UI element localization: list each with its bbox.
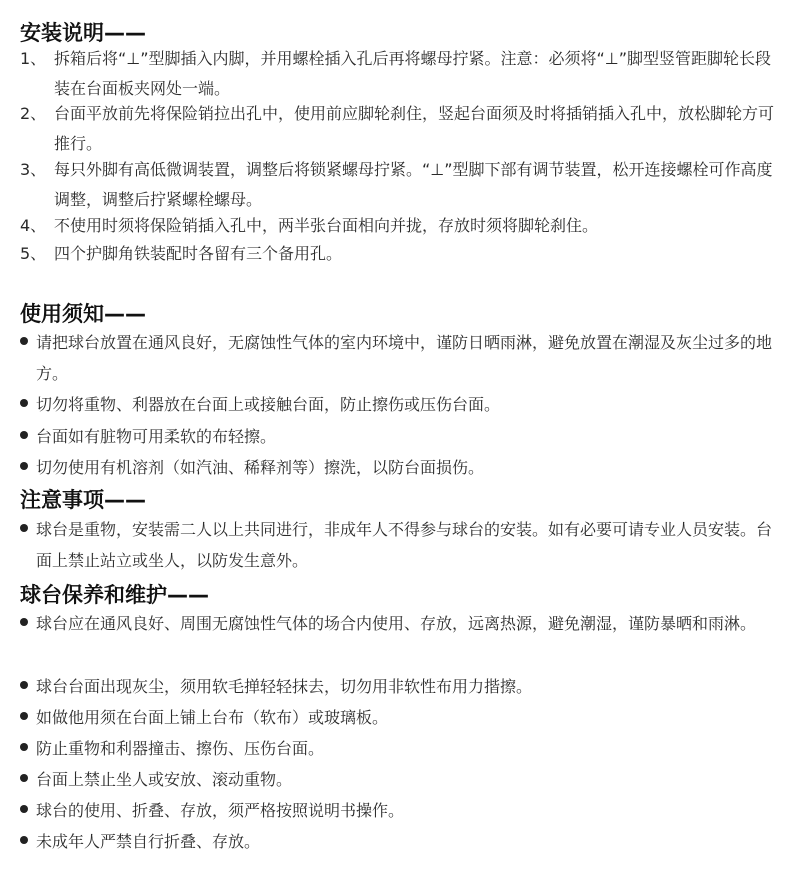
item-text: 台面平放前先将保险销拉出孔中，使用前应脚轮刹住，竖起台面须及时将插销插入孔中，放松脚轮方可推行。: [54, 104, 775, 153]
item-text: 防止重物和利器撞击、擦伤、压伤台面。: [36, 739, 325, 758]
bullet-item: [20, 764, 780, 795]
section-title-usage-notes: 使用须知——: [20, 302, 146, 326]
bullet-item: [20, 327, 780, 389]
item-text: 切勿使用有机溶剂（如汽油、稀释剂等）擦洗，以防台面损伤。: [36, 458, 485, 477]
item-text: 不使用时须将保险销插入孔中，两半张台面相向并拢，存放时须将脚轮刹住。: [54, 216, 599, 235]
bullet-item: [20, 733, 780, 764]
item-text: 切勿将重物、利器放在台面上或接触台面，防止擦伤或压伤台面。: [36, 395, 501, 414]
bullet-dot-icon: [20, 712, 28, 720]
item-text: 台面上禁止坐人或安放、滚动重物。: [36, 770, 293, 789]
bullet-dot-icon: [20, 774, 28, 782]
bullet-item: [20, 702, 780, 733]
bullet-item: [20, 826, 780, 857]
bullet-dot-icon: [20, 681, 28, 689]
bullet-dot-icon: [20, 399, 28, 407]
item-text: 每只外脚有高低微调装置，调整后将锁紧螺母拧紧。“⊥”型脚下部有调节装置，松开连接螺栓可作高度调整，调整后拧紧螺栓螺母。: [54, 160, 773, 209]
section-title-precautions: 注意事项——: [20, 488, 146, 512]
bullet-dot-icon: [20, 805, 28, 813]
item-text: 拆箱后将“⊥”型脚插入内脚，并用螺栓插入孔后再将螺母拧紧。注意：必须将“⊥”脚型竖管距脚轮长段装在台面板夹网处一端。: [54, 49, 772, 98]
bullet-item: [20, 795, 780, 826]
bullet-item: [20, 389, 780, 420]
item-text: 如做他用须在台面上铺上台布（软布）或玻璃板。: [36, 708, 389, 727]
item-text: 未成年人严禁自行折叠、存放。: [36, 832, 261, 851]
bullet-dot-icon: [20, 524, 28, 532]
item-text: 球台是重物，安装需二人以上共同进行，非成年人不得参与球台的安装。如有必要可请专业人员安装。台面上禁止站立或坐人，以防发生意外。: [36, 520, 773, 570]
item-number: 2、: [20, 104, 47, 123]
bullet-dot-icon: [20, 836, 28, 844]
section-title-installation: 安装说明——: [20, 21, 146, 45]
item-text: 台面如有脏物可用柔软的布轻擦。: [36, 427, 277, 446]
list-item: [20, 155, 780, 215]
bullet-dot-icon: [20, 618, 28, 626]
bullet-item: [20, 671, 780, 702]
list-item: [20, 211, 780, 241]
list-item: [20, 239, 780, 269]
item-text: 请把球台放置在通风良好，无腐蚀性气体的室内环境中，谨防日晒雨淋，避免放置在潮湿及灰尘过多的地方。: [36, 333, 773, 383]
item-number: 3、: [20, 160, 47, 179]
bullet-item: [20, 514, 780, 576]
section-title-maintenance: 球台保养和维护——: [20, 583, 209, 607]
item-number: 1、: [20, 49, 47, 68]
item-number: 4、: [20, 216, 47, 235]
list-item: [20, 44, 780, 104]
bullet-item: [20, 421, 780, 452]
bullet-dot-icon: [20, 431, 28, 439]
item-number: 5、: [20, 244, 47, 263]
bullet-item: [20, 452, 780, 483]
item-text: 球台的使用、折叠、存放，须严格按照说明书操作。: [36, 801, 405, 820]
bullet-dot-icon: [20, 743, 28, 751]
bullet-item: [20, 608, 780, 639]
item-text: 四个护脚角铁装配时各留有三个备用孔。: [54, 244, 343, 263]
list-item: [20, 99, 780, 159]
bullet-dot-icon: [20, 337, 28, 345]
item-text: 球台台面出现灰尘，须用软毛掸轻轻抹去，切勿用非软性布用力揩擦。: [36, 677, 533, 696]
bullet-dot-icon: [20, 462, 28, 470]
item-text: 球台应在通风良好、周围无腐蚀性气体的场合内使用、存放，远离热源，避免潮湿，谨防暴晒和雨淋。: [36, 614, 757, 633]
